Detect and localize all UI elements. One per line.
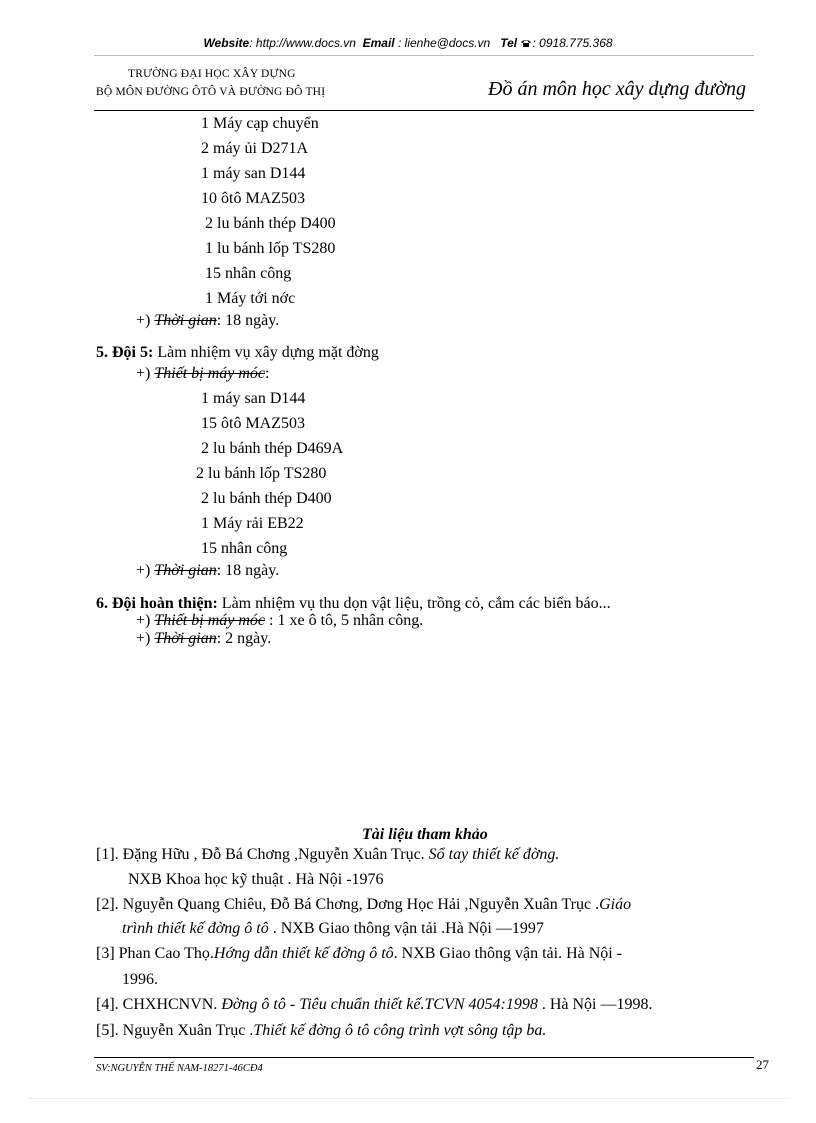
team5-equipment-item: 15 ôtô MAZ503: [201, 415, 305, 432]
reference-3-authors: Phan Cao Thọ.: [118, 945, 214, 962]
student-info: SV:NGUYỄN THẾ NAM-18271-46CĐ4: [96, 1063, 263, 1074]
reference-2-title-part2: trình thiết kế đờng ô tô: [122, 920, 269, 937]
team4-equipment-item: 1 lu bánh lốp TS280: [205, 240, 336, 257]
reference-5: [96, 1022, 546, 1040]
team6-heading: 6. Đội hoàn thiện:: [96, 595, 218, 612]
team6-time-prefix: +): [136, 630, 151, 647]
reference-1-authors: Đặng Hữu , Đỗ Bá Chơng ,Nguyễn Xuân Trục.: [122, 846, 425, 863]
email-value[interactable]: : lienhe@docs.vn: [397, 36, 491, 50]
project-title: Đồ án môn học xây dựng đường: [488, 78, 747, 100]
team5-time: [136, 562, 279, 580]
reference-2: [96, 896, 631, 914]
team5-heading: 5. Đội 5:: [96, 344, 154, 361]
reference-3-publisher-part2: 1996.: [122, 971, 158, 988]
team4-equipment-item: 1 Máy cạp chuyển: [201, 115, 319, 132]
team5-time-label: Thời gian: [154, 562, 217, 579]
reference-2-publisher: . NXB Giao thông vận tải .Hà Nội —1997: [272, 920, 544, 937]
header-rule: [94, 110, 754, 111]
tel-label: Tel: [500, 36, 518, 50]
reference-2-num: [2].: [96, 896, 119, 913]
team6-equipment-label: Thiết bị máy móc: [154, 612, 266, 629]
team6-heading-line: [96, 595, 611, 613]
reference-2-title-part1: Giáo: [599, 896, 632, 913]
reference-1-title: Sổ tay thiết kế đờng.: [428, 846, 560, 863]
team6-time-value: : 2 ngày.: [216, 630, 272, 647]
reference-4: [96, 996, 653, 1014]
team5-task: Làm nhiệm vụ xây dựng mặt đờng: [157, 344, 379, 361]
reference-3-num: [3]: [96, 945, 115, 962]
reference-5-title: Thiết kế đờng ô tô công trình vợt sông tập ba.: [253, 1022, 547, 1039]
team4-equipment-item: 2 lu bánh thép D400: [205, 215, 336, 232]
reference-4-title: Đờng ô tô - Tiêu chuẩn thiết kế.TCVN 4054:1998: [221, 996, 538, 1013]
reference-3-title: Hớng dẫn thiết kế đờng ô tô: [213, 945, 394, 962]
page-bottom-divider: [28, 1098, 788, 1099]
team5-equipment-item: 2 lu bánh lốp TS280: [196, 465, 327, 482]
team5-equipment-label: Thiết bị máy móc: [154, 365, 266, 382]
school-name: TRƯỜNG ĐẠI HỌC XÂY DỰNG: [128, 68, 296, 80]
reference-1: [96, 846, 559, 864]
reference-5-num: [5].: [96, 1022, 119, 1039]
team4-time-label: Thời gian: [154, 312, 217, 329]
team6-time-label: Thời gian: [154, 630, 217, 647]
references-title: Tài liệu tham khảo: [362, 826, 488, 843]
team6-task: Làm nhiệm vụ thu dọn vật liệu, trồng cỏ, cắm các biển báo...: [221, 595, 611, 612]
tel-value: : 0918.775.368: [532, 36, 613, 50]
team5-equipment-item: 15 nhân công: [201, 540, 288, 557]
reference-5-authors: Nguyễn Xuân Trục .: [122, 1022, 254, 1039]
team4-equipment-item: 2 máy ủi D271A: [201, 140, 309, 157]
team4-time: [136, 312, 279, 330]
team5-equipment-item: 1 Máy rải EB22: [201, 515, 304, 532]
team5-equipment-item: 1 máy san D144: [201, 390, 306, 407]
footer-rule: [94, 1057, 754, 1058]
reference-1-num: [1].: [96, 846, 119, 863]
reference-2-line2: [122, 920, 544, 938]
page-number: 27: [756, 1057, 769, 1072]
department-name: BỘ MÔN ĐƯỜNG ÔTÔ VÀ ĐƯỜNG ĐÔ THỊ: [96, 86, 326, 98]
team5-equipment-prefix: +): [136, 365, 151, 382]
team5-equipment-heading: [136, 365, 269, 383]
reference-4-publisher: . Hà Nội —1998.: [541, 996, 653, 1013]
team4-time-value: : 18 ngày.: [216, 312, 280, 329]
reference-4-authors: CHXHCNVN.: [122, 996, 218, 1013]
team4-equipment-item: 1 Máy tới nớc: [205, 290, 296, 307]
reference-4-num: [4].: [96, 996, 119, 1013]
team5-equipment-item: 2 lu bánh thép D469A: [201, 440, 344, 457]
team5-time-prefix: +): [136, 562, 151, 579]
team5-equipment-suffix: :: [265, 365, 270, 382]
reference-3: [96, 945, 622, 963]
team5-heading-line: [96, 344, 379, 362]
team5-equipment-item: 2 lu bánh thép D400: [201, 490, 332, 507]
team5-time-value: : 18 ngày.: [216, 562, 280, 579]
team6-equipment-value: : 1 xe ô tô, 5 nhân công.: [269, 612, 424, 629]
phone-icon: [520, 36, 532, 50]
team6-time: [136, 630, 271, 648]
reference-3-publisher-part1: . NXB Giao thông vận tải. Hà Nội -: [393, 945, 623, 962]
website-value[interactable]: : http://www.docs.vn: [249, 36, 356, 50]
team4-equipment-item: 1 máy san D144: [201, 165, 306, 182]
reference-1-publisher: NXB Khoa học kỹ thuật . Hà Nội -1976: [128, 871, 384, 888]
team6-equipment-prefix: +): [136, 612, 151, 629]
website-label: Website: [203, 36, 250, 50]
reference-2-authors: Nguyễn Quang Chiêu, Đỗ Bá Chơng, Dơng Học Hải ,Nguyễn Xuân Trục .: [122, 896, 600, 913]
team6-equipment: [136, 612, 423, 630]
team4-time-prefix: +): [136, 312, 151, 329]
top-contact-bar: [0, 36, 816, 50]
email-label: Email: [362, 36, 395, 50]
top-rule: [94, 55, 754, 56]
team4-equipment-item: 10 ôtô MAZ503: [201, 190, 305, 207]
team4-equipment-item: 15 nhân công: [205, 265, 292, 282]
